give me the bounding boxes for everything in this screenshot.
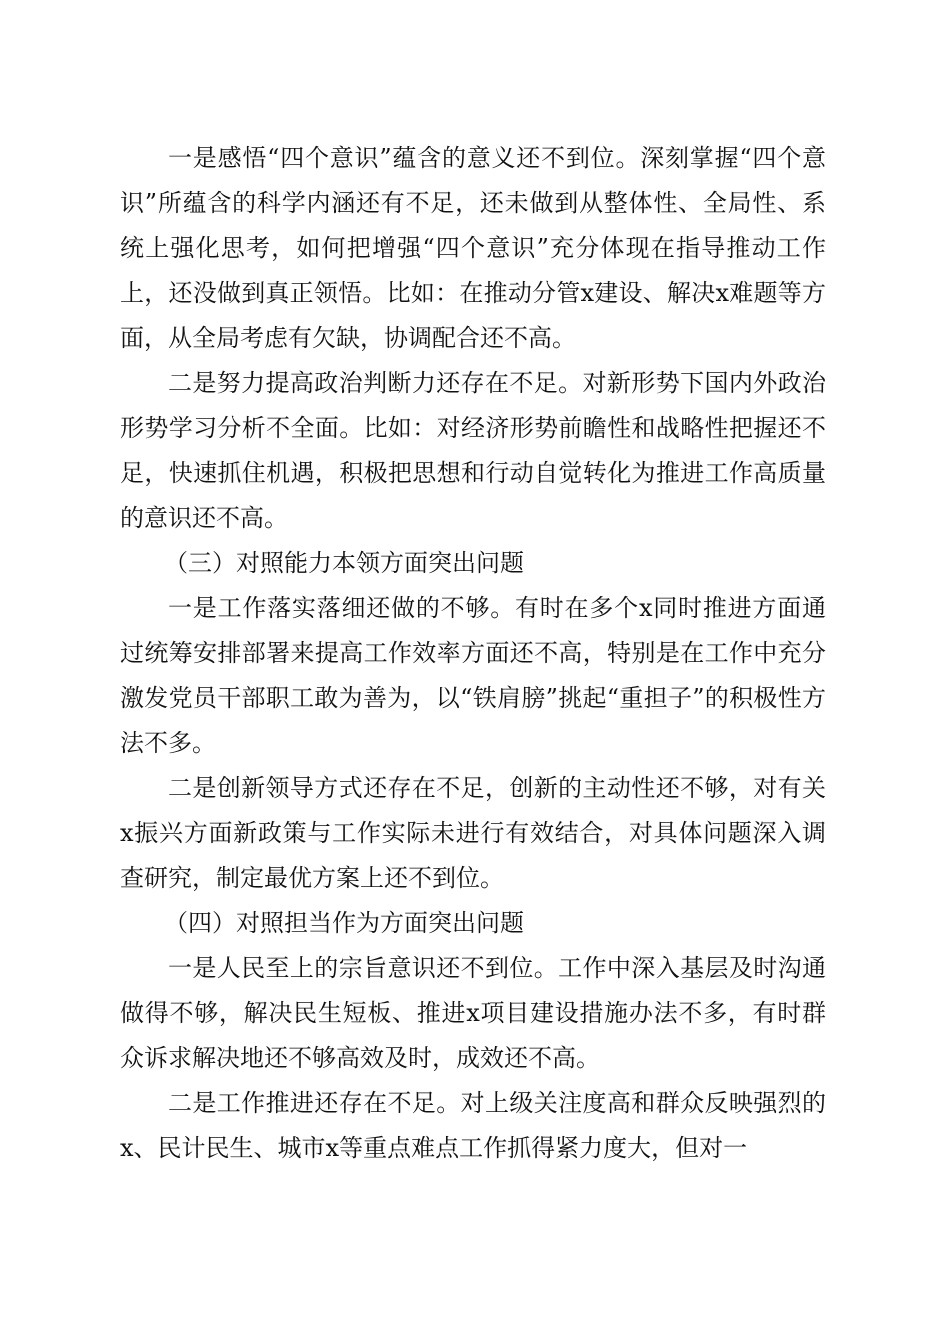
section-heading-ability: （三）对照能力本领方面突出问题: [164, 549, 524, 577]
paragraph-people-first: 一是人民至上的宗旨意识还不到位。工作中深入基层及时沟通做得不够，解决民生短板、推进x项目建设措施办法不多，有时群众诉求解决地还不够高效及时，成效还不高。: [120, 954, 826, 1072]
paragraph-work-progress: 二是工作推进还存在不足。对上级关注度高和群众反映强烈的x、民计民生、城市x等重点难点工作抓得紧力度大，但对一: [120, 1089, 826, 1162]
paragraph-implementation: 一是工作落实落细还做的不够。有时在多个x同时推进方面通过统筹安排部署来提高工作效率方面还不高，特别是在工作中充分激发党员干部职工敢为善为，以“铁肩膀”挑起“重担子”的积极性方法不多。: [120, 594, 826, 757]
paragraph-political-judgment: 二是努力提高政治判断力还存在不足。对新形势下国内外政治形势学习分析不全面。比如：对经济形势前瞻性和战略性把握还不足，快速抓住机遇，积极把思想和行动自觉转化为推进工作高质量的意识还不高。: [120, 369, 826, 532]
document-body: [120, 136, 826, 1171]
section-heading-responsibility: （四）对照担当作为方面突出问题: [164, 909, 524, 937]
paragraph-awareness: 一是感悟“四个意识”蕴含的意义还不到位。深刻掌握“四个意识”所蕴含的科学内涵还有不足，还未做到从整体性、全局性、系统上强化思考，如何把增强“四个意识”充分体现在指导推动工作上，还没做到真正领悟。比如：在推动分管x建设、解决x难题等方面，从全局考虑有欠缺，协调配合还不高。: [120, 144, 826, 352]
paragraph-innovation: 二是创新领导方式还存在不足，创新的主动性还不够，对有关x振兴方面新政策与工作实际未进行有效结合，对具体问题深入调查研究，制定最优方案上还不到位。: [120, 774, 826, 892]
